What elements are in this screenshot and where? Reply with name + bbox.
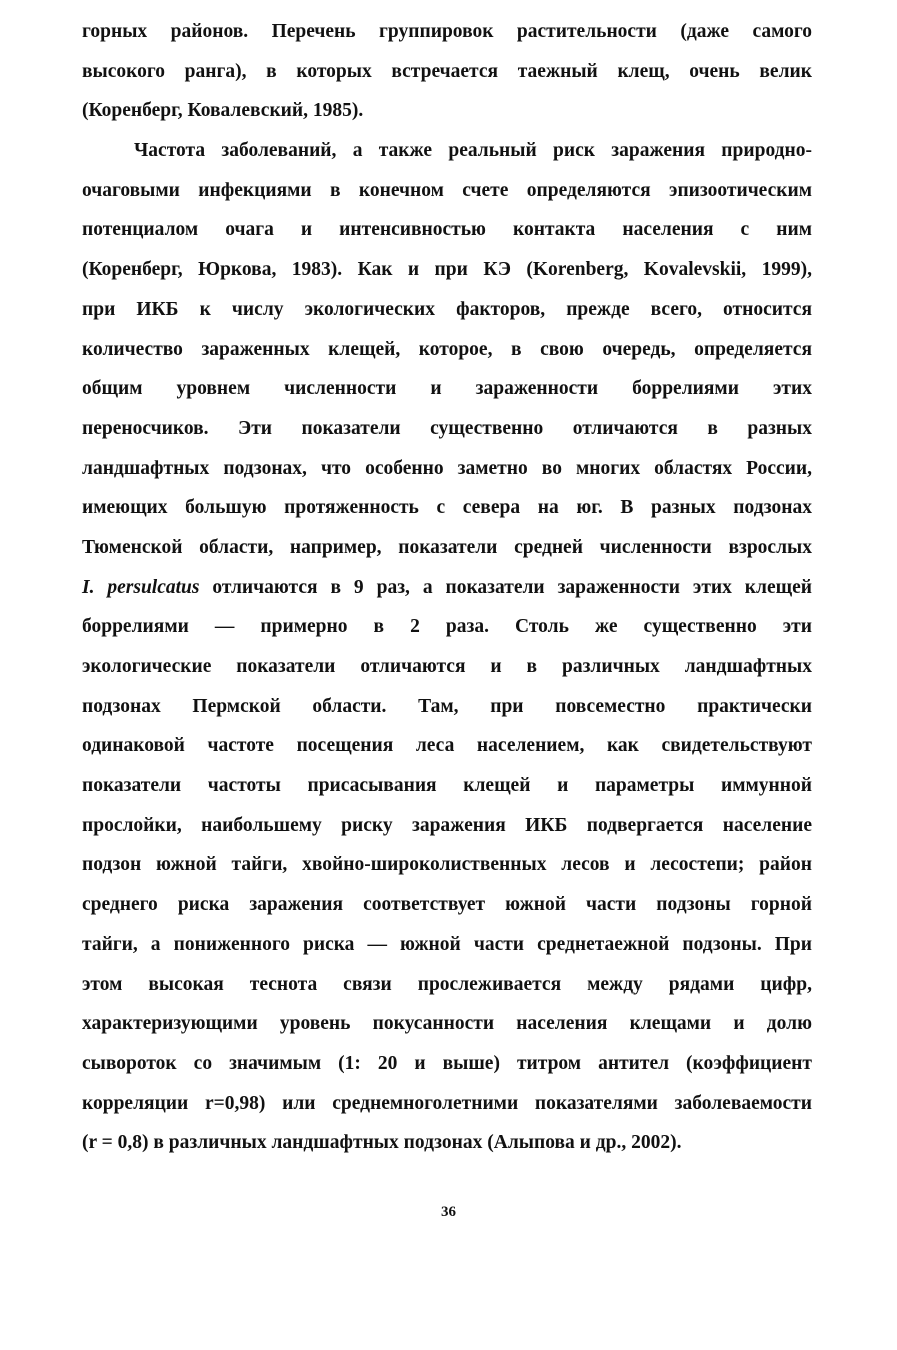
species-name: I. persulcatus — [82, 576, 200, 598]
text-line: тайги, а пониженного риска — южной части среднетаежной подзоны. При — [82, 933, 812, 955]
text-line: горных районов. Перечень группировок растительности (даже самого — [82, 21, 812, 42]
text-line: одинаковой частоте посещения леса населением, как свидетельствуют — [82, 735, 812, 757]
text-line: (r = 0,8) в различных ландшафтных подзонах (Алыпова и др., 2002). — [82, 1132, 682, 1154]
text-line: (Коренберг, Юркова, 1983). Как и при КЭ (Korenberg, Kovalevskii, 1999), — [82, 259, 812, 281]
text-line: этом высокая теснота связи прослеживается между рядами цифр, — [82, 973, 812, 995]
text-line: очаговыми инфекциями в конечном счете определяются эпизоотическим — [82, 179, 812, 201]
text-line: (Коренберг, Ковалевский, 1985). — [82, 100, 364, 122]
text-line: подзонах Пермской области. Там, при повсеместно практически — [82, 695, 812, 717]
text-line: общим уровнем численности и зараженности боррелиями этих — [82, 378, 812, 400]
text-line: потенциалом очага и интенсивностью контакта населения с ним — [82, 219, 812, 241]
text-line: корреляции r=0,98) или среднемноголетними показателями заболеваемости — [82, 1092, 812, 1114]
body-text — [82, 12, 812, 1163]
text-line: сывороток со значимым (1: 20 и выше) титром антител (коэффициент — [82, 1052, 812, 1074]
text-line: при ИКБ к числу экологических факторов, прежде всего, относится — [82, 298, 812, 320]
text-line: имеющих большую протяженность с севера на юг. В разных подзонах — [82, 497, 812, 519]
text-line: ландшафтных подзонах, что особенно заметно во многих областях России, — [82, 457, 812, 479]
text-line: характеризующими уровень покусанности населения клещами и долю — [82, 1013, 812, 1035]
text-line: высокого ранга), в которых встречается таежный клещ, очень велик — [82, 60, 812, 82]
text-line: Тюменской области, например, показатели средней численности взрослых — [82, 536, 812, 558]
text-line: подзон южной тайги, хвойно-широколиственных лесов и лесостепи; район — [82, 854, 812, 876]
text-line: показатели частоты присасывания клещей и параметры иммунной — [82, 775, 812, 797]
text-line: переносчиков. Эти показатели существенно отличаются в разных — [82, 417, 812, 439]
text-line-species — [82, 568, 812, 608]
text-line: среднего риска заражения соответствует южной части подзоны горной — [82, 894, 812, 916]
text-line: боррелиями — примерно в 2 раза. Столь же существенно эти — [82, 616, 812, 638]
text-line-rest: отличаются в 9 раз, а показатели зараженности этих клещей — [199, 576, 812, 598]
text-line: экологические показатели отличаются и в различных ландшафтных — [82, 656, 812, 677]
page-number: 36 — [441, 1204, 456, 1220]
text-line: количество зараженных клещей, которое, в свою очередь, определяется — [82, 338, 812, 360]
text-line: прослойки, наибольшему риску заражения ИКБ подвергается население — [82, 814, 812, 836]
text-line: Частота заболеваний, а также реальный риск заражения природно- — [134, 140, 812, 162]
